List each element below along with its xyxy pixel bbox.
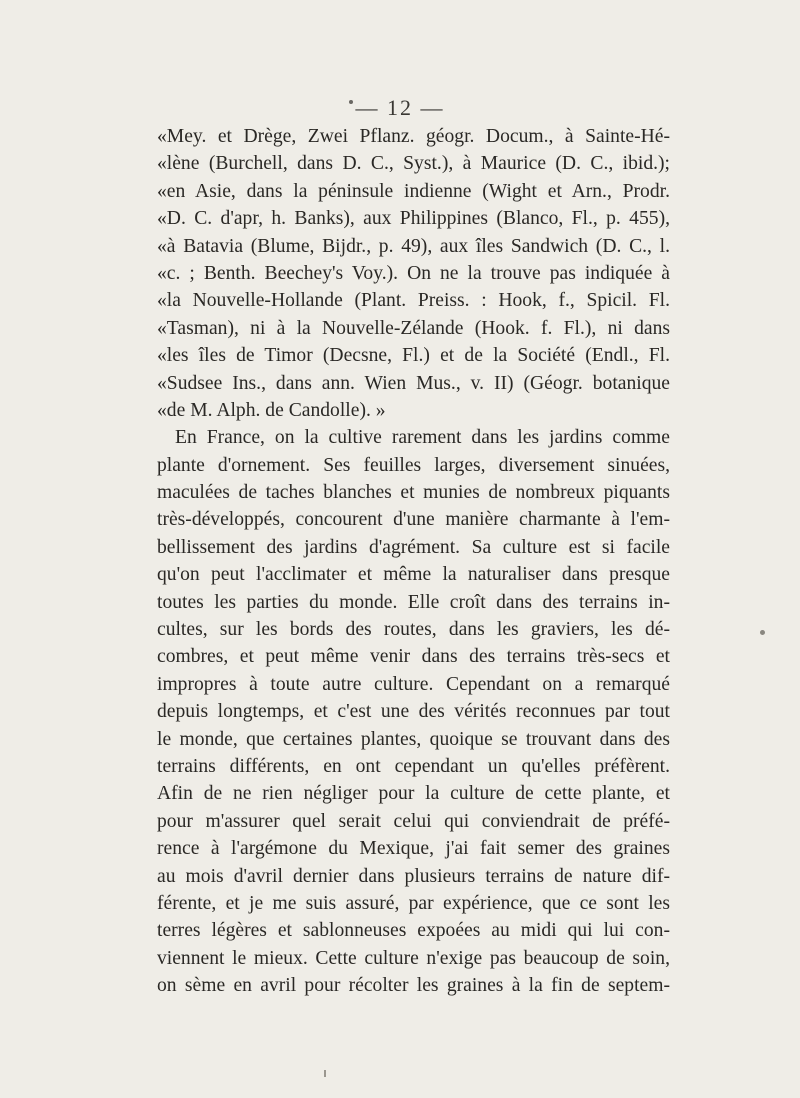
text-line: «en Asie, dans la péninsule indienne (Wight et Arn., Prodr. [157, 180, 670, 202]
text-line: très-développés, concourent d'une manière charmante à l'em- [157, 509, 670, 531]
text-line: «Tasman), ni à la Nouvelle-Zélande (Hook. f. Fl.), ni dans [157, 317, 670, 339]
text-line: au mois d'avril dernier dans plusieurs terrains de nature dif- [157, 865, 670, 887]
text-line: En France, on la cultive rarement dans les jardins comme [175, 427, 670, 449]
text-line: plante d'ornement. Ses feuilles larges, diversement sinuées, [157, 454, 670, 476]
text-line: «Sudsee Ins., dans ann. Wien Mus., v. II) (Géogr. botanique [157, 372, 670, 394]
text-line: bellissement des jardins d'agrément. Sa culture est si facile [157, 536, 670, 558]
text-line: qu'on peut l'acclimater et même la naturaliser dans presque [157, 564, 670, 586]
text-line: «D. C. d'apr, h. Banks), aux Philippines (Blanco, Fl., p. 455), [157, 208, 670, 230]
text-line: impropres à toute autre culture. Cependant on a remarqué [157, 673, 670, 695]
text-line: combres, et peut même venir dans des terrains très-secs et [157, 646, 670, 668]
text-line: «de M. Alph. de Candolle). » [157, 399, 386, 421]
margin-speck [760, 630, 765, 635]
text-line: «la Nouvelle-Hollande (Plant. Preiss. : Hook, f., Spicil. Fl. [157, 290, 670, 312]
text-line: pour m'assurer quel serait celui qui conviendrait de préfé- [157, 810, 670, 832]
body-text [157, 123, 670, 1000]
bottom-speck [324, 1070, 326, 1077]
text-line: Afin de ne rien négliger pour la culture de cette plante, et [157, 783, 670, 805]
text-line: «c. ; Benth. Beechey's Voy.). On ne la trouve pas indiquée à [157, 262, 670, 284]
text-line: «les îles de Timor (Decsne, Fl.) et de la Société (Endl., Fl. [157, 345, 670, 367]
text-line: rence à l'argémone du Mexique, j'ai fait semer des graines [157, 838, 670, 860]
text-line: depuis longtemps, et c'est une des vérités reconnues par tout [157, 701, 670, 723]
text-line: terres légères et sablonneuses expoées au midi qui lui con- [157, 920, 670, 942]
text-line: toutes les parties du monde. Elle croît dans des terrains in- [157, 591, 670, 613]
text-line: «Mey. et Drège, Zwei Pflanz. géogr. Docum., à Sainte-Hé- [157, 126, 670, 147]
text-line: «à Batavia (Blume, Bijdr., p. 49), aux îles Sandwich (D. C., l. [157, 235, 670, 257]
text-line: on sème en avril pour récolter les graines à la fin de septem- [157, 975, 670, 997]
text-line: viennent le mieux. Cette culture n'exige pas beaucoup de soin, [157, 947, 670, 969]
text-line: maculées de taches blanches et munies de nombreux piquants [157, 482, 670, 504]
text-line: férente, et je me suis assuré, par expérience, que ce sont les [157, 892, 670, 914]
text-line: cultes, sur les bords des routes, dans les graviers, les dé- [157, 619, 670, 641]
text-line: le monde, que certaines plantes, quoique se trouvant dans des [157, 728, 670, 750]
text-line: terrains différents, en ont cependant un qu'elles préfèrent. [157, 755, 670, 777]
page-number: — 12 — [355, 95, 445, 120]
text-line: «lène (Burchell, dans D. C., Syst.), à Maurice (D. C., ibid.); [157, 153, 670, 175]
